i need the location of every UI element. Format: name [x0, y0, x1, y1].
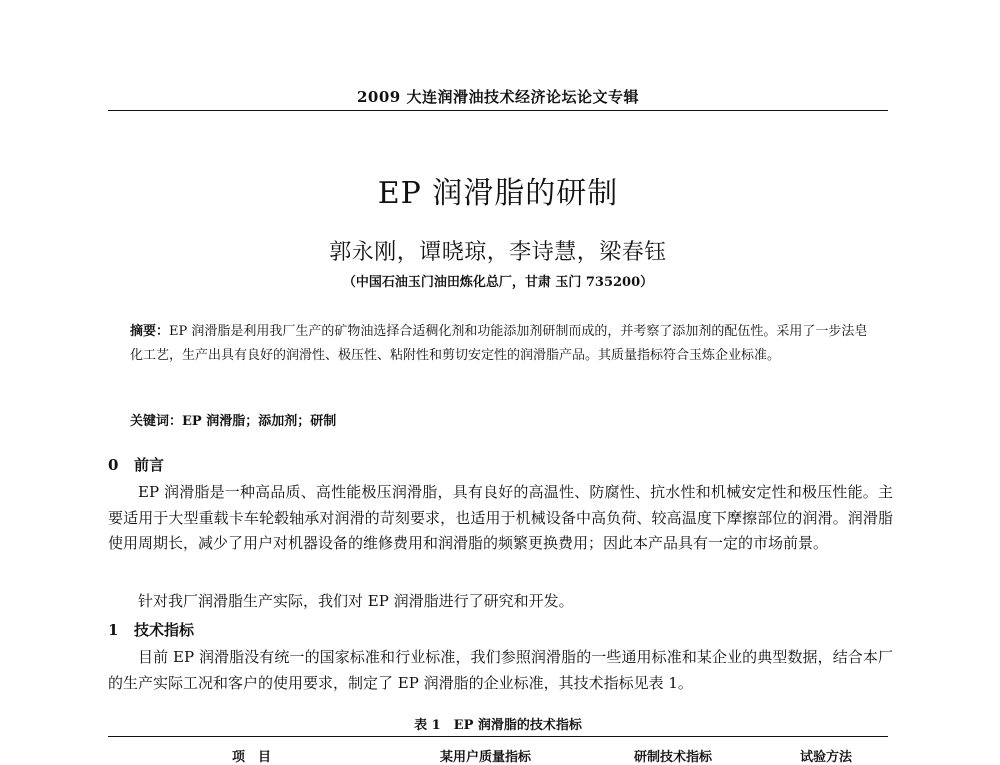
header-rule — [108, 110, 888, 111]
keywords-label: 关键词： — [130, 414, 183, 429]
table-header-dev-spec: 研制技术指标 — [634, 750, 713, 765]
paper-title: EP 润滑脂的研制 — [377, 176, 619, 211]
section-heading-1 — [108, 619, 888, 640]
table-header-test-method: 试验方法 — [800, 750, 853, 765]
section-title: 技术指标 — [134, 621, 195, 639]
keywords — [130, 410, 880, 429]
running-header: 2009 大连润滑油技术经济论坛论文专辑 — [357, 88, 639, 106]
table-header-item: 项 目 — [232, 750, 272, 765]
author-list: 郭永刚，谭晓琼，李诗慧，梁春钰 — [329, 240, 667, 265]
keywords-text: EP 润滑脂；添加剂；研制 — [182, 414, 337, 429]
section-number: 0 — [108, 456, 119, 474]
table-top-rule — [108, 736, 888, 737]
body-paragraph: 针对我厂润滑脂生产实际，我们对 EP 润滑脂进行了研究和开发。 — [138, 592, 574, 610]
table-header-user-spec: 某用户质量指标 — [440, 750, 532, 765]
body-paragraph: EP 润滑脂是一种高品质、高性能极压润滑脂，具有良好的高温性、防腐性、抗水性和机械安定性和极压性能。主要适用于大型重载卡车轮毂轴承对润滑的苛刻要求，也适用于机械设备中高负荷、较高温度下摩擦部位的润滑。润滑脂使用周期长，减少了用户对机器设备的维修费用和润滑脂的频繁更换费用；因此本产品具有一定的市场前景。 — [108, 483, 893, 552]
table-caption: 表 1 EP 润滑脂的技术指标 — [414, 718, 582, 733]
section-number: 1 — [108, 621, 119, 639]
section-heading-0 — [108, 454, 888, 475]
abstract-label: 摘要： — [130, 324, 170, 339]
section-title: 前言 — [134, 456, 165, 474]
body-paragraph: 目前 EP 润滑脂没有统一的国家标准和行业标准，我们参照润滑脂的一些通用标准和某企业的典型数据，结合本厂的生产实际工况和客户的使用要求，制定了 EP 润滑脂的企业标准，其技术指标见表 1。 — [108, 648, 893, 692]
affiliation: （中国石油玉门油田炼化总厂，甘肃 玉门 735200） — [342, 275, 654, 290]
abstract — [130, 320, 880, 368]
abstract-text: EP 润滑脂是利用我厂生产的矿物油选择合适稠化剂和功能添加剂研制而成的，并考察了添加剂的配伍性。采用了一步法皂化工艺，生产出具有良好的润滑性、极压性、粘附性和剪切安定性的润滑脂产品。其质量指标符合玉炼企业标准。 — [130, 324, 868, 363]
